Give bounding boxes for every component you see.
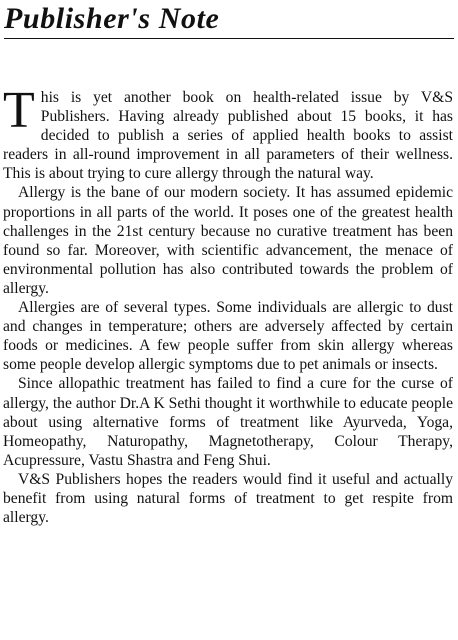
body-text bbox=[3, 82, 453, 527]
paragraph-alternative-treatment: Since allopathic treatment has failed to find a cure for the curse of allergy, the author Dr.A K Sethi thought it worthwhile to educate people about using alternative forms of treatment like Ayurveda, Yoga, Homeopathy, Naturopathy, Magnetotherapy, Colour Therapy, Acupressure, Vastu Shastra and Feng Shui. bbox=[3, 375, 453, 469]
title-underline bbox=[4, 38, 454, 39]
page-title: Publisher's Note bbox=[4, 2, 220, 35]
paragraph-allergy-types: Allergies are of several types. Some individuals are allergic to dust and changes in temperature; others are adversely affected by certain foods or medicines. A few people suffer from skin allergy whereas some people develop allergic symptoms due to pet animals or insects. bbox=[3, 299, 453, 374]
paragraph-closing: V&S Publishers hopes the readers would find it useful and actually benefit from using natural forms of treatment to get respite from allergy. bbox=[3, 470, 453, 527]
paragraph-intro bbox=[3, 82, 453, 183]
paragraph-allergy-bane: Allergy is the bane of our modern society. It has assumed epidemic proportions in all parts of the world. It poses one of the greatest health challenges in the 21st century because no curative treatment has been found so far. Moreover, with scientific advancement, the menace of environmental pollution has also contributed towards the problem of allergy. bbox=[3, 184, 453, 297]
drop-cap: T bbox=[3, 82, 35, 139]
paragraph-intro-text: his is yet another book on health-related issue by V&S Publishers. Having already published about 15 books, it has decided to publish a series of applied health books to assist readers in all-round improvement in all parameters of their wellness. This is about trying to cure allergy through the natural way. bbox=[3, 89, 453, 183]
